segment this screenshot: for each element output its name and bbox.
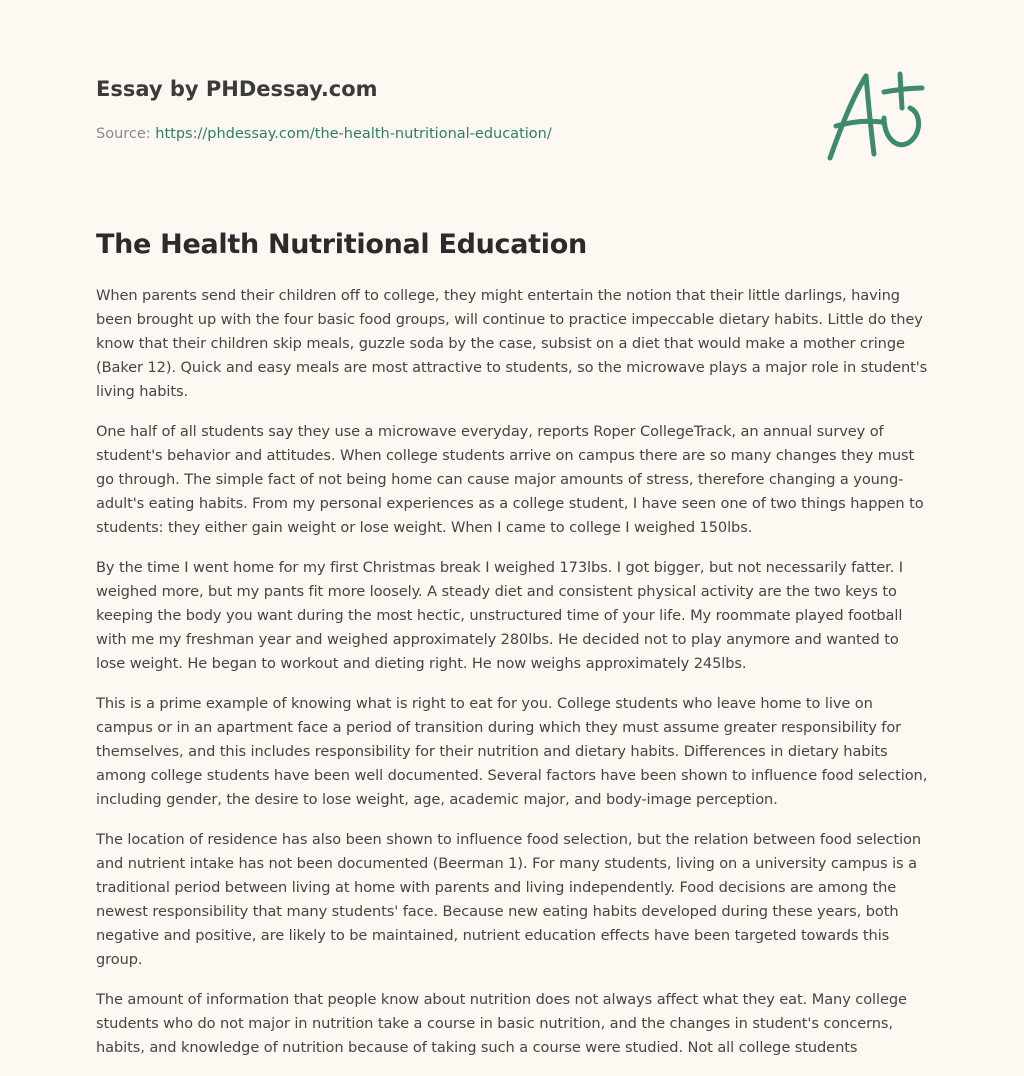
essay-title: The Health Nutritional Education bbox=[96, 229, 587, 260]
essay-paragraph: The location of residence has also been shown to influence food selection, but the relation between food selection and nutrient intake has not been documented (Beerman 1). For many students, living on a university campus is a traditional period between living at home with parents and living independently. Food decisions are among the newest responsibility that many students' face. Because new eating habits developed during these years, both negative and positive, are likely to be maintained, nutrient education effects have been targeted towards this group. bbox=[96, 831, 922, 968]
source-label: Source: bbox=[96, 126, 156, 142]
essay-paragraph: This is a prime example of knowing what is right to eat for you. College students who leave home to live on campus or in an apartment face a period of transition during which they must assume greater responsibility for themselves, and this includes responsibility for their nutrition and dietary habits. Differences in dietary habits among college students have been well documented. Several factors have been shown to influence food selection, including gender, the desire to lose weight, age, academic major, and body-image perception. bbox=[96, 695, 928, 808]
a-plus-logo-icon bbox=[822, 68, 932, 164]
page-header bbox=[96, 74, 736, 144]
essay-body bbox=[96, 284, 930, 1076]
source-line bbox=[96, 124, 736, 144]
site-title: Essay by PHDessay.com bbox=[96, 77, 378, 101]
essay-paragraph: When parents send their children off to college, they might entertain the notion that their little darlings, having been brought up with the four basic food groups, will continue to practice impeccable dietary habits. Little do they know that their children skip meals, guzzle soda by the case, subsist on a diet that would make a mother cringe (Baker 12). Quick and easy meals are most attractive to students, so the microwave plays a major role in student's living habits. bbox=[96, 287, 928, 400]
essay-paragraph: By the time I went home for my first Christmas break I weighed 173lbs. I got bigger, but not necessarily fatter. I weighed more, but my pants fit more loosely. A steady diet and consistent physical activity are the two keys to keeping the body you want during the most hectic, unstructured time of your life. My roommate played football with me my freshman year and weighed approximately 280lbs. He decided not to play anymore and wanted to lose weight. He began to workout and dieting right. He now weighs approximately 245lbs. bbox=[96, 559, 903, 672]
essay-paragraph: The amount of information that people know about nutrition does not always affect what they eat. Many college students who do not major in nutrition take a course in basic nutrition, and the changes in student's concerns, habits, and knowledge of nutrition because of taking such a course were studied. Not all college students bbox=[96, 991, 907, 1056]
essay-paragraph: One half of all students say they use a microwave everyday, reports Roper CollegeTrack, an annual survey of student's behavior and attitudes. When college students arrive on campus there are so many changes they must go through. The simple fact of not being home can cause major amounts of stress, therefore changing a young-adult's eating habits. From my personal experiences as a college student, I have seen one of two things happen to students: they either gain weight or lose weight. When I came to college I weighed 150lbs. bbox=[96, 423, 924, 536]
source-link[interactable]: https://phdessay.com/the-health-nutritional-education/ bbox=[155, 126, 552, 142]
